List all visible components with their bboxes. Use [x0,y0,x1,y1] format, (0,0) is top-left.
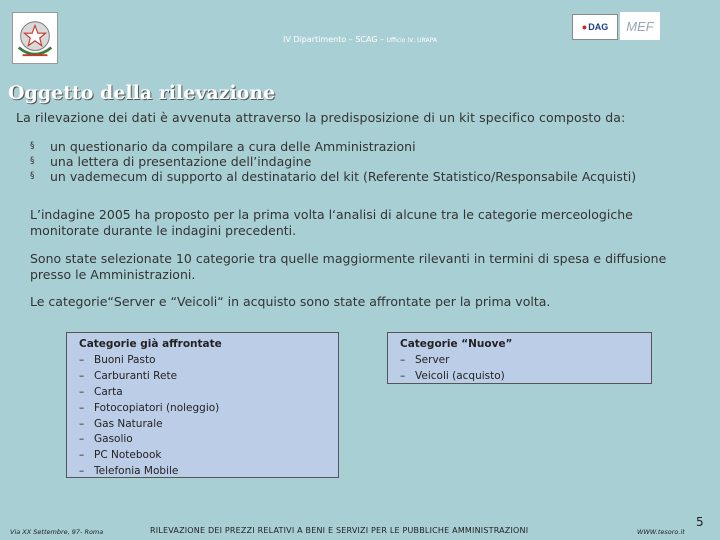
bullet-marker-icon: § [30,141,35,151]
page-title: Oggetto della rilevazione [8,82,276,104]
list-item [30,169,670,184]
paragraph-nuove-categorie: Le categorie“Server e “Veicoli“ in acquisto sono state affrontate per la prima volta. [30,294,551,309]
list-item: – Veicoli (acquisto) [400,369,505,382]
box-heading: Categorie “Nuove” [400,338,513,350]
list-item: – Fotocopiatori (noleggio) [79,401,220,414]
bullet-marker-icon: § [30,156,35,166]
list-item-text: un questionario da compilare a cura delle Amministrazioni [50,139,416,154]
list-item: – Carta [79,385,123,398]
mef-logo-text: MEF [626,18,654,34]
list-item: – Server [400,353,450,366]
list-item [30,154,670,169]
paragraph-indagine: L’indagine 2005 ha proposto per la prima volta l‘analisi di alcune tra le categorie merceologiche monitorate durante le indagini precedenti. [30,207,633,238]
list-item-text: un vademecum di supporto al destinatario del kit (Referente Statistico/Responsabile Acquisti) [50,169,637,184]
box-categorie-nuove [387,332,652,384]
footer-website-link[interactable]: WWW.tesoro.it [637,528,685,536]
list-item: – Telefonia Mobile [79,465,179,478]
bullet-marker-icon: § [30,171,35,181]
box-categorie-affrontate [66,332,339,478]
list-item-text: una lettera di presentazione dell’indagine [50,154,312,169]
mef-logo [620,12,660,40]
list-item: – Carburanti Rete [79,369,178,382]
list-item: – Gasolio [79,433,133,446]
footer-title: RILEVAZIONE DEI PREZZI RELATIVI A BENI E SERVIZI PER LE PUBBLICHE AMMINISTRAZIONI [150,526,529,535]
kit-list [30,139,670,184]
list-item: – Buoni Pasto [79,353,156,366]
header-department-text: IV Dipartimento – SCAG – [283,35,385,44]
dag-logo-text: DAG [588,22,609,32]
box-heading: Categorie già affrontate [79,338,222,350]
list-item: – Gas Naturale [79,417,163,430]
page-number: 5 [696,515,704,529]
list-item [30,139,670,154]
list-item: – PC Notebook [79,449,162,462]
header-office-text: Ufficio IV; URAPA [386,37,437,44]
intro-text: La rilevazione dei dati è avvenuta attraverso la predisposizione di un kit specifico composto da: [16,110,626,125]
paragraph-selezione: Sono state selezionate 10 categorie tra quelle maggiormente rilevanti in termini di spesa e diffusione presso le Amministrazioni. [30,251,667,282]
footer-address: Via XX Settembre, 97- Roma [10,528,104,536]
dag-logo: ● DAG [572,14,618,40]
